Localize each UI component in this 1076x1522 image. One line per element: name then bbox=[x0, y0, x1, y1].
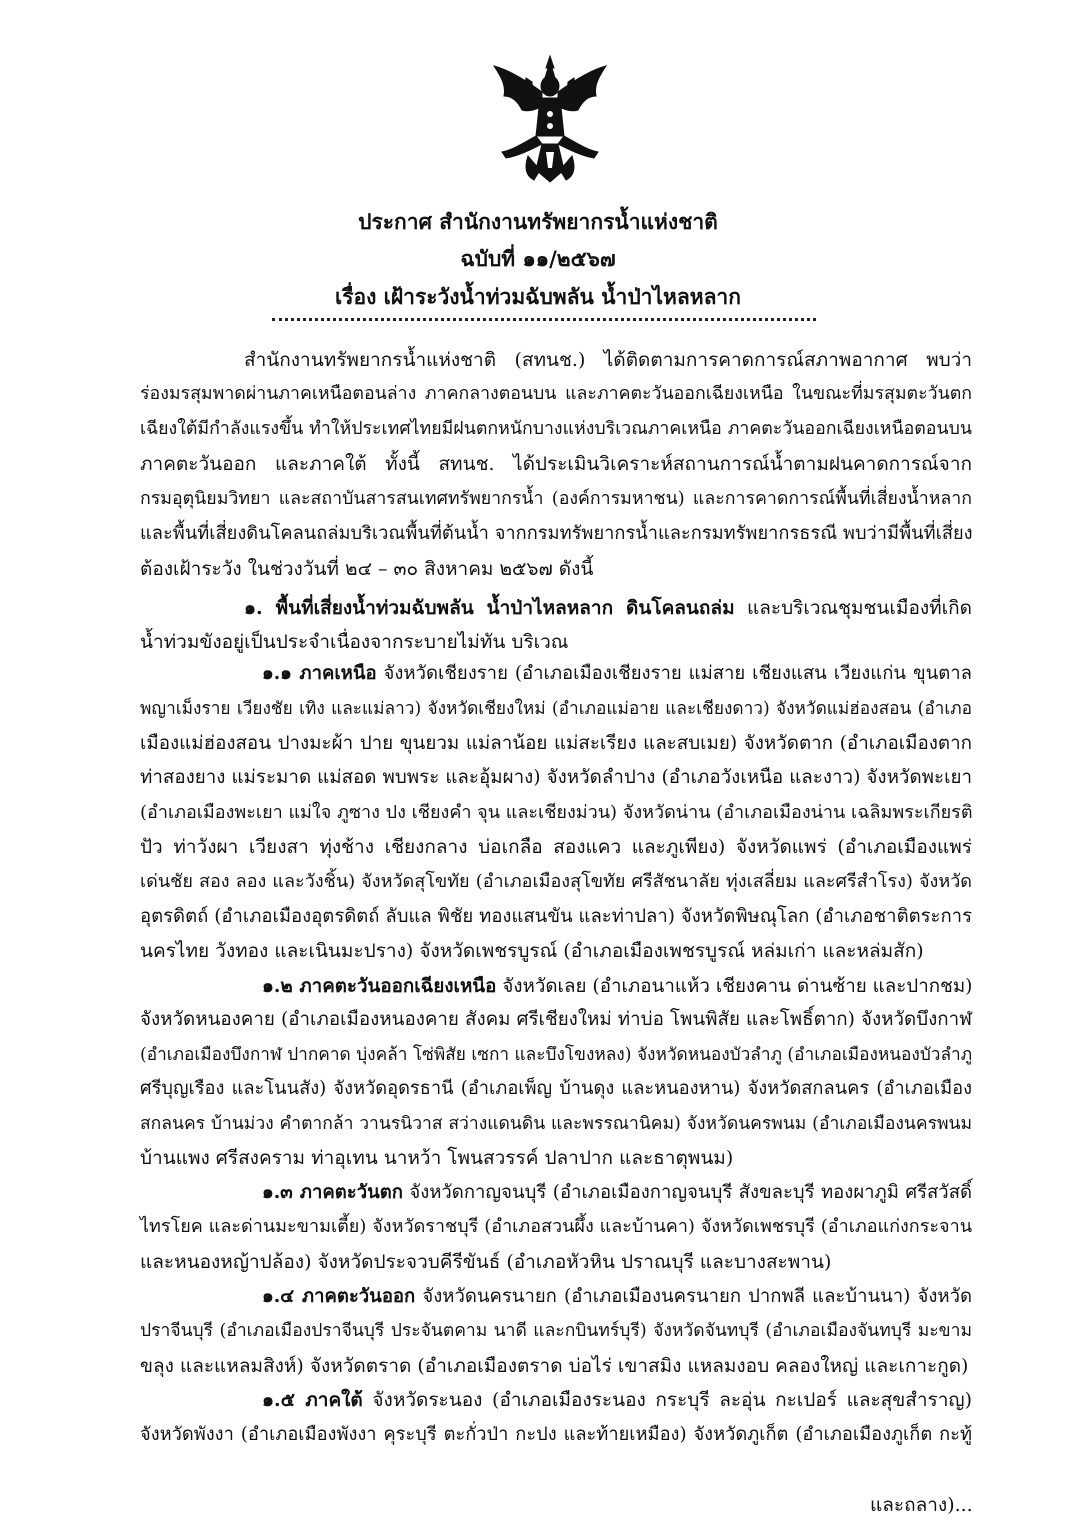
region-first-line bbox=[262, 972, 972, 1001]
region-text: จังหวัดเชียงราย (อำเภอเมืองเชียงราย แม่สาย เชียงแสน เวียงแก่น ขุนตาล bbox=[376, 663, 972, 684]
region-line: ปัว ท่าวังผา เวียงสา ทุ่งช้าง เชียงกลาง บ่อเกลือ สองแคว และภูเพียง) จังหวัดแพร่ (อำเภอเมืองแพร่ bbox=[140, 836, 972, 858]
region-line: ไทรโยค และด่านมะขามเตี้ย) จังหวัดราชบุรี (อำเภอสวนผึ้ง และบ้านคา) จังหวัดเพชรบุรี (อำเภอแก่งกระจาน bbox=[140, 1216, 972, 1237]
intro-line: กรมอุตุนิยมวิทยา และสถาบันสารสนเทศทรัพยากรน้ำ (องค์การมหาชน) และการคาดการณ์พื้นที่เสี่ยงน้ำหลาก bbox=[140, 489, 972, 509]
announcement-issue: ฉบับที่ ๑๑/๒๕๖๗ bbox=[460, 246, 616, 271]
region-line: เด่นชัย สอง ลอง และวังชิ้น) จังหวัดสุโขทัย (อำเภอเมืองสุโขทัย ศรีสัชนาลัย ทุ่งเสลี่ยม และศรีสำโรง) จังหวัด bbox=[140, 871, 972, 892]
region-line: จังหวัดหนองคาย (อำเภอเมืองหนองคาย สังคม ศรีเชียงใหม่ ท่าบ่อ โพนพิสัย และโพธิ์ตาก) จังหวัดบึงกาฬ bbox=[140, 1009, 972, 1030]
dotted-divider bbox=[272, 318, 816, 321]
intro-line: และพื้นที่เสี่ยงดินโคลนถล่มบริเวณพื้นที่ต้นน้ำ จากกรมทรัพยากรน้ำและกรมทรัพยากรธรณี พบว่ามีพื้นที่เสี่ยง bbox=[140, 523, 973, 544]
region-text: จังหวัดกาญจนบุรี (อำเภอเมืองกาญจนบุรี สังขละบุรี ทองผาภูมิ ศรีสวัสดิ์ bbox=[402, 1182, 972, 1203]
region-heading: ๑.๔ ภาคตะวันออก bbox=[262, 1286, 416, 1307]
intro-line: ต้องเฝ้าระวัง ในช่วงวันที่ ๒๔ – ๓๐ สิงหาคม ๒๕๖๗ ดังนี้ bbox=[140, 558, 594, 580]
section-heading-rest: และบริเวณชุมชนเมืองที่เกิด bbox=[734, 597, 972, 619]
section-heading bbox=[244, 594, 972, 622]
region-line: ขลุง และแหลมสิงห์) จังหวัดตราด (อำเภอเมืองตราด บ่อไร่ เขาสมิง แหลมงอบ คลองใหญ่ และเกาะกูด) bbox=[140, 1355, 969, 1377]
intro-line: สำนักงานทรัพยากรน้ำแห่งชาติ (สทนช.) ได้ติดตามการคาดการณ์สภาพอากาศ พบว่า bbox=[244, 349, 972, 371]
region-heading: ๑.๕ ภาคใต้ bbox=[262, 1389, 363, 1411]
intro-line: เฉียงใต้มีกำลังแรงขึ้น ทำให้ประเทศไทยมีฝนตกหนักบางแห่งบริเวณภาคเหนือ ภาคตะวันออกเฉียงเหนือตอนบน bbox=[140, 419, 972, 439]
region-line: จังหวัดพังงา (อำเภอเมืองพังงา คุระบุรี ตะกั่วป่า กะปง และท้ายเหมือง) จังหวัดภูเก็ต (อำเภอเมืองภูเก็ต กะทู้ bbox=[140, 1424, 972, 1445]
region-line: (อำเภอเมืองบึงกาฬ ปากคาด บุ่งคล้า โซ่พิสัย เซกา และบึงโขงหลง) จังหวัดหนองบัวลำภู (อำเภอเมืองหนองบัวลำภู bbox=[140, 1045, 973, 1065]
announcement-subject: เรื่อง เฝ้าระวังน้ำท่วมฉับพลัน น้ำป่าไหลหลาก bbox=[335, 284, 741, 309]
region-line: (อำเภอเมืองพะเยา แม่ใจ ภูซาง ปง เชียงคำ จุน และเชียงม่วน) จังหวัดน่าน (อำเภอเมืองน่าน เฉลิมพระเกียรติ bbox=[140, 802, 973, 823]
region-heading: ๑.๒ ภาคตะวันออกเฉียงเหนือ bbox=[262, 975, 497, 997]
region-text: จังหวัดระนอง (อำเภอเมืองระนอง กระบุรี ละอุ่น กะเปอร์ และสุขสำราญ) bbox=[362, 1389, 972, 1411]
region-first-line bbox=[262, 660, 972, 688]
intro-line: ร่องมรสุมพาดผ่านภาคเหนือตอนล่าง ภาคกลางตอนบน และภาคตะวันออกเฉียงเหนือ ในขณะที่มรสุมตะวันตก bbox=[140, 384, 972, 404]
intro-line: ภาคตะวันออก และภาคใต้ ทั้งนี้ สทนช. ได้ประเมินวิเคราะห์สถานการณ์น้ำตามฝนคาดการณ์จาก bbox=[140, 453, 972, 475]
region-line: เมืองแม่ฮ่องสอน ปางมะผ้า ปาย ขุนยวม แม่ลาน้อย แม่สะเรียง และสบเมย) จังหวัดตาก (อำเภอเมืองตาก bbox=[140, 733, 972, 754]
region-heading: ๑.๑ ภาคเหนือ bbox=[262, 663, 377, 684]
region-line: อุตรดิตถ์ (อำเภอเมืองอุตรดิตถ์ ลับแล พิชัย ทองแสนขัน และท่าปลา) จังหวัดพิษณุโลก (อำเภอชาติตระการ bbox=[140, 906, 972, 927]
region-line: นครไทย วังทอง และเนินมะปราง) จังหวัดเพชรบูรณ์ (อำเภอเมืองเพชรบูรณ์ หล่มเก่า และหล่มสัก) bbox=[140, 940, 924, 962]
region-line: ท่าสองยาง แม่ระมาด แม่สอด พบพระ และอุ้มผาง) จังหวัดลำปาง (อำเภอวังเหนือ และงาว) จังหวัดพะเยา bbox=[140, 767, 972, 788]
continuation-text: และถลาง)... bbox=[870, 1494, 973, 1516]
region-text: จังหวัดนครนายก (อำเภอเมืองนครนายก ปากพลี และบ้านนา) จังหวัด bbox=[415, 1286, 972, 1307]
region-line: บ้านแพง ศรีสงคราม ท่าอุเทน นาหว้า โพนสวรรค์ ปลาปาก และธาตุพนม) bbox=[140, 1147, 734, 1169]
section-heading-bold: ๑. พื้นที่เสี่ยงน้ำท่วมฉับพลัน น้ำป่าไหลหลาก ดินโคลนถล่ม bbox=[244, 597, 735, 619]
region-line: ศรีบุญเรือง และโนนสัง) จังหวัดอุดรธานี (อำเภอเพ็ญ บ้านดุง และหนองหาน) จังหวัดสกลนคร (อำเภอเมือง bbox=[140, 1078, 972, 1099]
region-first-line bbox=[262, 1179, 972, 1207]
region-text: จังหวัดเลย (อำเภอนาแห้ว เชียงคาน ด่านซ้าย และปากชม) bbox=[496, 976, 973, 997]
announcement-title: ประกาศ สำนักงานทรัพยากรน้ำแห่งชาติ bbox=[358, 209, 718, 234]
region-first-line bbox=[262, 1386, 972, 1414]
section-line: น้ำท่วมขังอยู่เป็นประจำเนื่องจากระบายไม่ทัน บริเวณ bbox=[140, 631, 569, 653]
region-line: พญาเม็งราย เวียงชัย เทิง และแม่ลาว) จังหวัดเชียงใหม่ (อำเภอแม่อาย และเชียงดาว) จังหวัดแม่ฮ่องสอน (อำเภอ bbox=[140, 699, 972, 719]
garuda-emblem-icon bbox=[488, 52, 612, 186]
region-line: ปราจีนบุรี (อำเภอเมืองปราจีนบุรี ประจันตคาม นาดี และกบินทร์บุรี) จังหวัดจันทบุรี (อำเภอเมืองจันทบุรี มะขาม bbox=[140, 1321, 972, 1341]
region-line: สกลนคร บ้านม่วง คำตากล้า วานรนิวาส สว่างแดนดิน และพรรณานิคม) จังหวัดนครพนม (อำเภอเมืองนครพนม bbox=[140, 1114, 972, 1134]
region-line: และหนองหญ้าปล้อง) จังหวัดประจวบคีรีขันธ์ (อำเภอหัวหิน ปราณบุรี และบางสะพาน) bbox=[140, 1251, 832, 1273]
region-heading: ๑.๓ ภาคตะวันตก bbox=[262, 1182, 403, 1203]
region-first-line bbox=[262, 1283, 972, 1311]
